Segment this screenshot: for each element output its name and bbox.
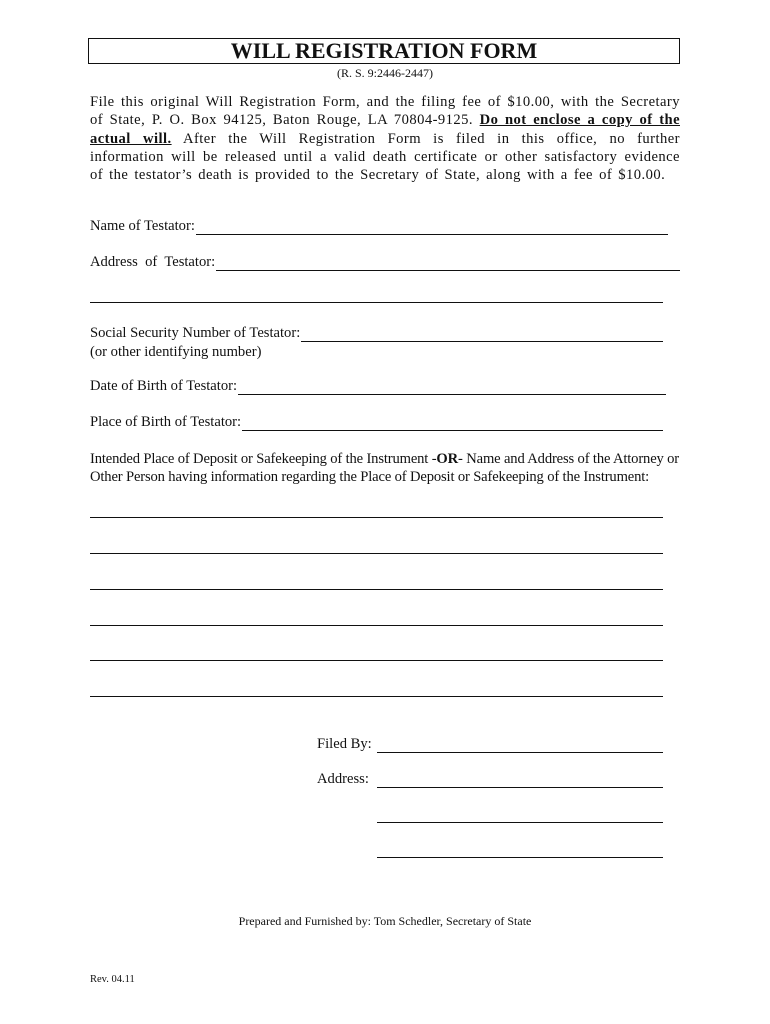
deposit-instructions [90, 450, 682, 486]
testator-dob-label: Date of Birth of Testator: [90, 378, 238, 394]
testator-name-input-line[interactable] [196, 221, 668, 235]
filed-by-input-line[interactable] [377, 739, 663, 753]
instructions-text-2: After the Will Registration Form is filed in this office, no further information will be released until a valid death certificate or other satisfactory evidence of the testator’s death is provided to the Secretary of State, along with a fee of $10.00. [90, 130, 680, 184]
testator-ssn-field[interactable] [90, 325, 663, 342]
deposit-or: OR [436, 451, 459, 467]
filer-address-line-3[interactable] [377, 857, 663, 858]
filed-by-label: Filed By: [317, 736, 372, 752]
deposit-line-3[interactable] [90, 589, 663, 590]
testator-address-line-2[interactable] [90, 302, 663, 303]
testator-pob-input-line[interactable] [242, 417, 663, 431]
testator-address-input-line[interactable] [216, 257, 680, 271]
instructions-paragraph [90, 93, 680, 184]
testator-ssn-input-line[interactable] [301, 328, 663, 342]
filer-address-label: Address: [317, 771, 369, 787]
instructions-text-1: File this original Will Registration Form, and the filing fee of $10.00, with the Secretary of State, P. O. Box 94125, Baton Rouge, LA 70804-9125. [90, 94, 680, 129]
prepared-by-footer: Prepared and Furnished by: Tom Schedler, Secretary of State [238, 914, 532, 928]
filer-address-line-2[interactable] [377, 822, 663, 823]
revision-number: Rev. 04.11 [90, 974, 135, 985]
filer-address-field[interactable] [317, 771, 663, 788]
deposit-text-2: - Name and Address of the Attorney or Other Person having information regarding the Place of Deposit or Safekeeping of the Instrument: [90, 451, 680, 485]
testator-dob-input-line[interactable] [238, 381, 666, 395]
testator-address-label: Address of Testator: [90, 254, 216, 270]
statute-reference: (R. S. 9:2446-2447) [337, 66, 433, 80]
testator-dob-field[interactable] [90, 378, 666, 395]
deposit-line-2[interactable] [90, 553, 663, 554]
testator-ssn-sublabel: (or other identifying number) [90, 344, 262, 360]
testator-ssn-label: Social Security Number of Testator: [90, 325, 301, 341]
form-title: WILL REGISTRATION FORM [88, 38, 680, 64]
testator-name-field[interactable] [90, 218, 668, 235]
testator-pob-field[interactable] [90, 414, 663, 431]
testator-address-field[interactable] [90, 254, 680, 271]
filer-address-input-line[interactable] [377, 774, 663, 788]
testator-pob-label: Place of Birth of Testator: [90, 414, 242, 430]
deposit-line-6[interactable] [90, 696, 663, 697]
testator-name-label: Name of Testator: [90, 218, 195, 234]
instructions-warning: Do not enclose a copy of the actual will. [90, 112, 680, 147]
deposit-line-4[interactable] [90, 625, 663, 626]
deposit-text-1: Intended Place of Deposit or Safekeeping of the Instrument - [90, 451, 437, 467]
filed-by-field[interactable] [317, 736, 663, 753]
deposit-line-1[interactable] [90, 517, 663, 518]
deposit-line-5[interactable] [90, 660, 663, 661]
